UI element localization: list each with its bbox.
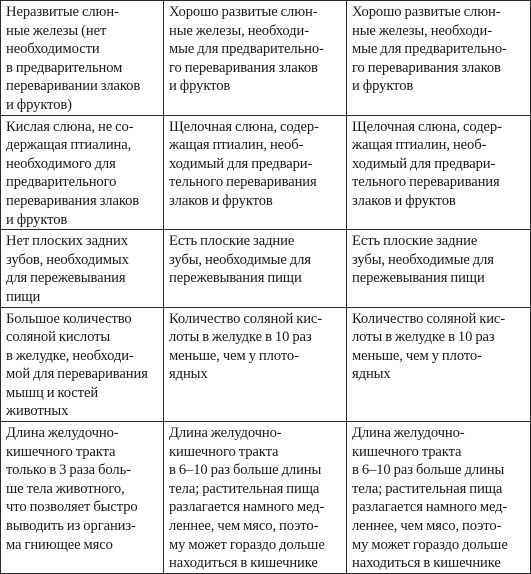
table-cell-column-1	[1, 422, 164, 574]
cell-text-line: в предварительном	[6, 59, 123, 76]
cell-text-line: ходимый для предвари-	[169, 155, 313, 172]
cell-text-line: Большое количество	[6, 310, 132, 327]
cell-text-line: соляной кислоты	[6, 329, 111, 346]
cell-text-line: переваривания злаков	[6, 192, 140, 209]
cell-text-line: тельного переваривания	[352, 174, 500, 191]
cell-text-line: ма гниющее мясо	[6, 536, 113, 553]
table-cell-column-1	[1, 307, 164, 422]
cell-text-line: Щелочная слюна, содер-	[352, 118, 502, 135]
cell-text-line: в 6–10 раз больше длины	[352, 462, 505, 479]
table-row	[1, 230, 531, 307]
cell-text-line: ядных	[169, 366, 208, 383]
cell-text-line: животных	[6, 403, 69, 420]
cell-text-line: меньше, чем у плото-	[352, 347, 482, 364]
cell-text-line: и фруктов)	[6, 96, 72, 113]
cell-text-line: и фруктов	[169, 78, 231, 95]
cell-text-line: разлагается намного мед-	[169, 499, 325, 516]
cell-text-line: выводить из организ-	[6, 518, 136, 535]
cell-text-line: кишечного тракта	[169, 443, 279, 460]
cell-text-line: злаков и фруктов	[352, 192, 456, 209]
cell-text-line: находиться в кишечнике	[352, 555, 501, 572]
table-row	[1, 1, 531, 116]
cell-text-line: Длина желудочно-	[169, 425, 282, 442]
cell-text-line: необходимости	[6, 41, 100, 58]
cell-text-line: пережевывания пищи	[352, 270, 485, 287]
table-cell-column-2	[164, 230, 347, 307]
cell-text-line: му может гораздо дольше	[169, 536, 325, 553]
cell-text-line: находиться в кишечнике	[169, 555, 318, 572]
cell-text-line: ядных	[352, 366, 391, 383]
cell-text-line: меньше, чем у плото-	[169, 347, 299, 364]
cell-text-line: Хорошо развитые слюн-	[169, 4, 318, 20]
cell-text-line: кишечного тракта	[352, 443, 462, 460]
cell-text-line: мые для предварительно-	[169, 41, 324, 58]
cell-text-line: леннее, чем мясо, поэто-	[169, 518, 319, 535]
cell-text-line: ные железы, необходи-	[352, 22, 492, 39]
table-cell-column-1	[1, 230, 164, 307]
comparison-table-body	[1, 1, 531, 574]
table-row	[1, 307, 531, 422]
table-row	[1, 422, 531, 574]
cell-text-line: пищи	[6, 288, 41, 305]
cell-text-line: му может гораздо дольше	[352, 536, 508, 553]
cell-text-line: Количество соляной кис-	[169, 310, 323, 327]
cell-text-line: Есть плоские задние	[352, 233, 478, 250]
cell-text-line: для пережевывания	[6, 270, 126, 287]
table-cell-column-2	[164, 1, 347, 116]
cell-text-line: го переваривания злаков	[352, 59, 501, 76]
cell-text-line: ше тела животного,	[6, 480, 125, 497]
cell-text-line: Длина желудочно-	[352, 425, 465, 442]
cell-text-line: Нет плоских задних	[6, 233, 128, 250]
cell-text-line: лоты в желудке в 10 раз	[169, 329, 312, 346]
cell-text-line: ные железы, необходи-	[169, 22, 309, 39]
cell-text-line: и фруктов	[352, 78, 414, 95]
cell-text-line: что позволяет быстро	[6, 499, 138, 516]
cell-text-line: тела; растительная пища	[169, 480, 320, 497]
cell-text-line: Хорошо развитые слюн-	[352, 4, 501, 20]
table-cell-column-2	[164, 422, 347, 574]
cell-text-line: го переваривания злаков	[169, 59, 318, 76]
cell-text-line: ные железы (нет	[6, 22, 107, 39]
table-cell-column-3	[347, 230, 531, 307]
table-cell-column-1	[1, 115, 164, 230]
table-cell-column-3	[347, 307, 531, 422]
cell-text-line: только в 3 раза боль-	[6, 462, 131, 479]
cell-text-line: держащая птиалина,	[6, 137, 132, 154]
cell-text-line: лоты в желудке в 10 раз	[352, 329, 495, 346]
cell-text-line: предварительного	[6, 174, 117, 191]
cell-text-line: Неразвитые слюн-	[6, 4, 119, 20]
cell-text-line: злаков и фруктов	[169, 192, 273, 209]
cell-text-line: Количество соляной кис-	[352, 310, 506, 327]
cell-text-line: необходимого для	[6, 155, 116, 172]
cell-text-line: зубы, необходимые для	[169, 251, 311, 268]
table-cell-column-3	[347, 115, 531, 230]
cell-text-line: тельного переваривания	[169, 174, 317, 191]
cell-text-line: тела; растительная пища	[352, 480, 503, 497]
cell-text-line: леннее, чем мясо, поэто-	[352, 518, 502, 535]
table-cell-column-2	[164, 307, 347, 422]
cell-text-line: и фруктов	[6, 211, 68, 228]
cell-text-line: зубы, необходимые для	[352, 251, 494, 268]
cell-text-line: в 6–10 раз больше длины	[169, 462, 322, 479]
cell-text-line: мышц и костей	[6, 384, 99, 401]
cell-text-line: Длина желудочно-	[6, 425, 119, 442]
table-cell-column-3	[347, 422, 531, 574]
cell-text-line: переваривании злаков	[6, 78, 141, 95]
cell-text-line: в желудке, необходи-	[6, 347, 134, 364]
cell-text-line: жащая птиалин, необ-	[169, 137, 304, 154]
cell-text-line: Щелочная слюна, содер-	[169, 118, 319, 135]
cell-text-line: ходимый для предвари-	[352, 155, 496, 172]
table-cell-column-1	[1, 1, 164, 116]
cell-text-line: зубов, необходимых	[6, 251, 129, 268]
table-cell-column-2	[164, 115, 347, 230]
cell-text-line: Кислая слюна, не со-	[6, 118, 134, 135]
cell-text-line: жащая птиалин, необ-	[352, 137, 487, 154]
table-row	[1, 115, 531, 230]
table-cell-column-3	[347, 1, 531, 116]
cell-text-line: мые для предварительно-	[352, 41, 507, 58]
cell-text-line: кишечного тракта	[6, 443, 116, 460]
cell-text-line: разлагается намного мед-	[352, 499, 508, 516]
cell-text-line: мой для переваривания	[6, 366, 148, 383]
cell-text-line: Есть плоские задние	[169, 233, 295, 250]
cell-text-line: пережевывания пищи	[169, 270, 302, 287]
